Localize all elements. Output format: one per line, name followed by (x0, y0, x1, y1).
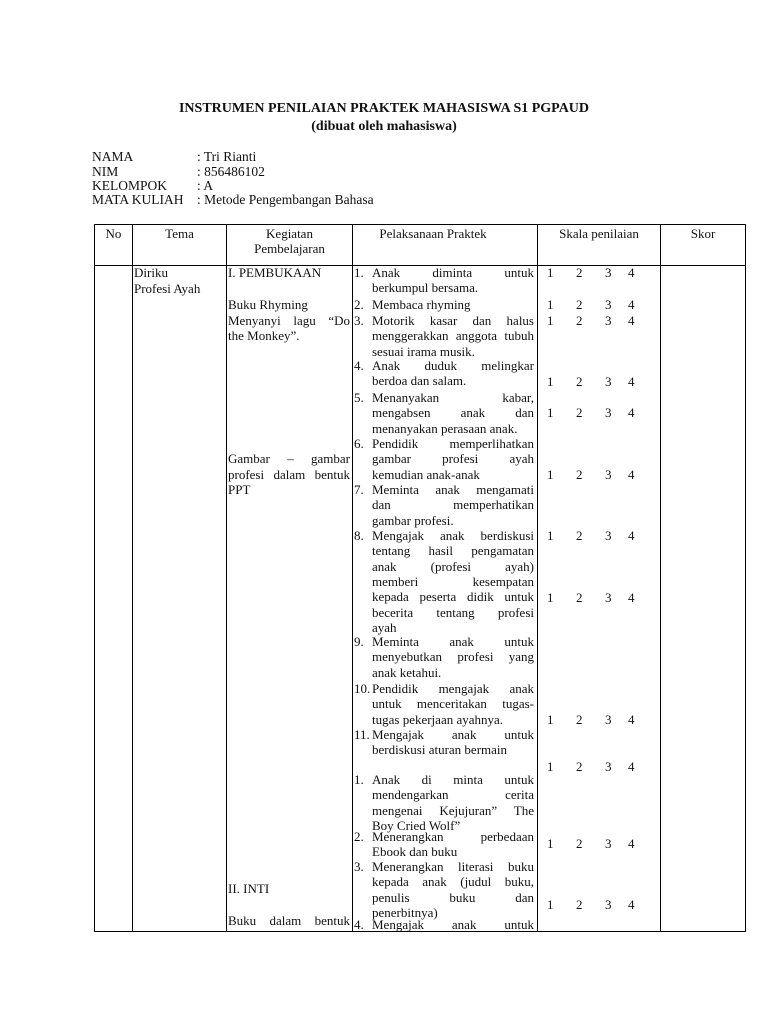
pelaksanaan-number: 1. (354, 265, 364, 280)
scale-value: 1 (547, 265, 554, 280)
scale-value: 3 (605, 313, 612, 328)
kegiatan-gambar-3: PPT (228, 482, 251, 497)
kegiatan-gambar-2: profesi dalam bentuk (228, 467, 350, 482)
pelaksanaan-line: Anak di minta untuk (372, 772, 534, 787)
pelaksanaan-line: anak (profesi ayah) (372, 558, 534, 574)
pelaksanaan-line: untuk menceritakan tugas- (372, 696, 534, 712)
pelaksanaan-line: menggerakkan anggota tubuh (372, 328, 534, 344)
kegiatan-buku-rhyming: Buku Rhyming (228, 297, 308, 312)
pelaksanaan-line: ayah (372, 619, 397, 635)
scale-value: 2 (576, 405, 583, 420)
scale-value: 2 (576, 297, 583, 312)
scale-value: 3 (605, 897, 612, 912)
pelaksanaan-number: 4. (354, 358, 364, 373)
identity-label: KELOMPOK (92, 178, 168, 193)
pelaksanaan-line: sesuai irama musik. (372, 343, 475, 359)
pelaksanaan-number: 3. (354, 859, 364, 874)
scale-value: 1 (547, 528, 554, 543)
identity-value: : Metode Pengembangan Bahasa (197, 192, 374, 207)
scale-value: 2 (576, 712, 583, 727)
pelaksanaan-line: tentang hasil pengamatan (372, 543, 534, 559)
scale-value: 3 (605, 759, 612, 774)
pelaksanaan-line: Menanyakan kabar, (372, 390, 534, 405)
pelaksanaan-line: memberi kesempatan (372, 573, 534, 589)
scale-value: 4 (628, 712, 635, 727)
scale-value: 1 (547, 897, 554, 912)
pelaksanaan-number: 10. (354, 681, 371, 696)
pelaksanaan-number: 5. (354, 390, 364, 405)
pelaksanaan-line: gambar profesi. (372, 512, 454, 528)
scale-value: 3 (605, 467, 612, 482)
scale-value: 3 (605, 405, 612, 420)
scale-value: 4 (628, 313, 635, 328)
header-kegiatan-line1: Kegiatan (266, 226, 313, 241)
pelaksanaan-line: Anak diminta untuk (372, 265, 534, 280)
tema-line-1: Diriku (134, 265, 168, 280)
scale-value: 4 (628, 467, 635, 482)
kegiatan-pembukaan: I. PEMBUKAAN (228, 265, 322, 280)
kegiatan-menyanyi-2: the Monkey”. (228, 328, 300, 343)
header-skala: Skala penilaian (559, 226, 639, 241)
pelaksanaan-number: 7. (354, 482, 364, 497)
tema-line-2: Profesi Ayah (134, 281, 201, 296)
scale-value: 3 (605, 297, 612, 312)
pelaksanaan-line: berdoa dan salam. (372, 373, 467, 389)
scale-value: 1 (547, 836, 554, 851)
pelaksanaan-line: Pendidik memperlihatkan (372, 436, 534, 451)
header-kegiatan-line2: Pembelajaran (254, 241, 325, 256)
document-subtitle: (dibuat oleh mahasiswa) (311, 119, 457, 134)
scale-value: 3 (605, 590, 612, 605)
scale-value: 1 (547, 313, 554, 328)
scale-value: 4 (628, 759, 635, 774)
scale-value: 2 (576, 759, 583, 774)
kegiatan-gambar: Gambar – gambar (228, 451, 350, 466)
pelaksanaan-number: 2. (354, 297, 364, 312)
pelaksanaan-number: 8. (354, 528, 364, 543)
pelaksanaan-number: 4. (354, 917, 364, 932)
scale-value: 3 (605, 712, 612, 727)
pelaksanaan-line: mengenai Kejujuran” The (372, 802, 534, 818)
scale-value: 3 (605, 265, 612, 280)
scale-value: 2 (576, 313, 583, 328)
pelaksanaan-line: gambar profesi ayah (372, 451, 534, 467)
scale-value: 2 (576, 897, 583, 912)
scale-value: 2 (576, 467, 583, 482)
scale-value: 4 (628, 265, 635, 280)
scale-value: 1 (547, 467, 554, 482)
pelaksanaan-line: Mengajak anak berdiskusi (372, 528, 534, 543)
header-tema: Tema (165, 226, 194, 241)
header-pelaksanaan: Pelaksanaan Praktek (379, 226, 487, 241)
pelaksanaan-number: 2. (354, 829, 364, 844)
pelaksanaan-line: Menerangkan perbedaan (372, 829, 534, 844)
identity-value: : Tri Rianti (197, 149, 257, 164)
scale-value: 1 (547, 590, 554, 605)
scale-value: 1 (547, 405, 554, 420)
pelaksanaan-line: kemudian anak-anak (372, 466, 480, 482)
pelaksanaan-number: 6. (354, 436, 364, 451)
scale-value: 4 (628, 297, 635, 312)
pelaksanaan-line: kepada anak (judul buku, (372, 874, 534, 890)
scale-value: 4 (628, 405, 635, 420)
pelaksanaan-line: becerita tentang profesi (372, 604, 534, 620)
identity-label: NAMA (92, 149, 134, 164)
scale-value: 2 (576, 374, 583, 389)
identity-label: MATA KULIAH (92, 192, 184, 207)
pelaksanaan-number: 3. (354, 313, 364, 328)
pelaksanaan-line: mengabsen anak dan (372, 405, 534, 421)
scale-value: 1 (547, 374, 554, 389)
pelaksanaan-line: Meminta anak untuk (372, 634, 534, 649)
pelaksanaan-line: Menerangkan literasi buku (372, 859, 534, 874)
scale-value: 4 (628, 836, 635, 851)
document-title: INSTRUMEN PENILAIAN PRAKTEK MAHASISWA S1 PGPAUD (178, 101, 590, 116)
pelaksanaan-line: menanyakan perasaan anak. (372, 420, 518, 436)
pelaksanaan-line: kepada peserta didik untuk (372, 589, 534, 605)
pelaksanaan-line: Membaca rhyming (372, 297, 471, 312)
scale-value: 4 (628, 528, 635, 543)
scale-value: 2 (576, 528, 583, 543)
identity-value: : 856486102 (197, 164, 265, 179)
pelaksanaan-line: Mengajak anak untuk (372, 727, 534, 742)
scale-value: 4 (628, 590, 635, 605)
kegiatan-buku-dalam: Buku dalam bentuk (228, 913, 350, 928)
pelaksanaan-line: penulis buku dan (372, 889, 534, 905)
pelaksanaan-line: menyebutkan profesi yang (372, 649, 534, 665)
pelaksanaan-line: berdiskusi aturan bermain (372, 742, 508, 758)
scale-value: 3 (605, 836, 612, 851)
pelaksanaan-number: 9. (354, 634, 364, 649)
scale-value: 4 (628, 374, 635, 389)
pelaksanaan-line: Mengajak anak untuk (372, 917, 534, 932)
pelaksanaan-line: mendengarkan cerita (372, 787, 534, 803)
pelaksanaan-line: berkumpul bersama. (372, 280, 479, 296)
kegiatan-menyanyi: Menyanyi lagu “Do (228, 313, 350, 328)
pelaksanaan-line: dan memperhatikan (372, 497, 534, 513)
pelaksanaan-line: Meminta anak mengamati (372, 482, 534, 497)
scale-value: 2 (576, 590, 583, 605)
pelaksanaan-line: tugas pekerjaan ayahnya. (372, 711, 504, 727)
scale-value: 1 (547, 759, 554, 774)
scale-value: 3 (605, 374, 612, 389)
scale-value: 3 (605, 528, 612, 543)
pelaksanaan-line: Anak duduk melingkar (372, 358, 534, 373)
pelaksanaan-number: 1. (354, 772, 364, 787)
scale-value: 2 (576, 836, 583, 851)
pelaksanaan-line: Ebook dan buku (372, 844, 458, 860)
scale-value: 1 (547, 712, 554, 727)
pelaksanaan-line: Boy Cried Wolf” (372, 817, 461, 833)
pelaksanaan-line: Motorik kasar dan halus (372, 313, 534, 328)
identity-label: NIM (92, 164, 119, 179)
pelaksanaan-number: 11. (354, 727, 370, 742)
identity-value: : A (197, 178, 214, 193)
scale-value: 1 (547, 297, 554, 312)
header-skor: Skor (690, 226, 716, 241)
pelaksanaan-line: Pendidik mengajak anak (372, 681, 534, 696)
scale-value: 2 (576, 265, 583, 280)
pelaksanaan-line: penerbitnya) (372, 904, 438, 920)
scale-value: 4 (628, 897, 635, 912)
kegiatan-inti: II. INTI (228, 881, 270, 896)
header-no: No (105, 226, 122, 241)
pelaksanaan-line: anak ketahui. (372, 664, 442, 680)
